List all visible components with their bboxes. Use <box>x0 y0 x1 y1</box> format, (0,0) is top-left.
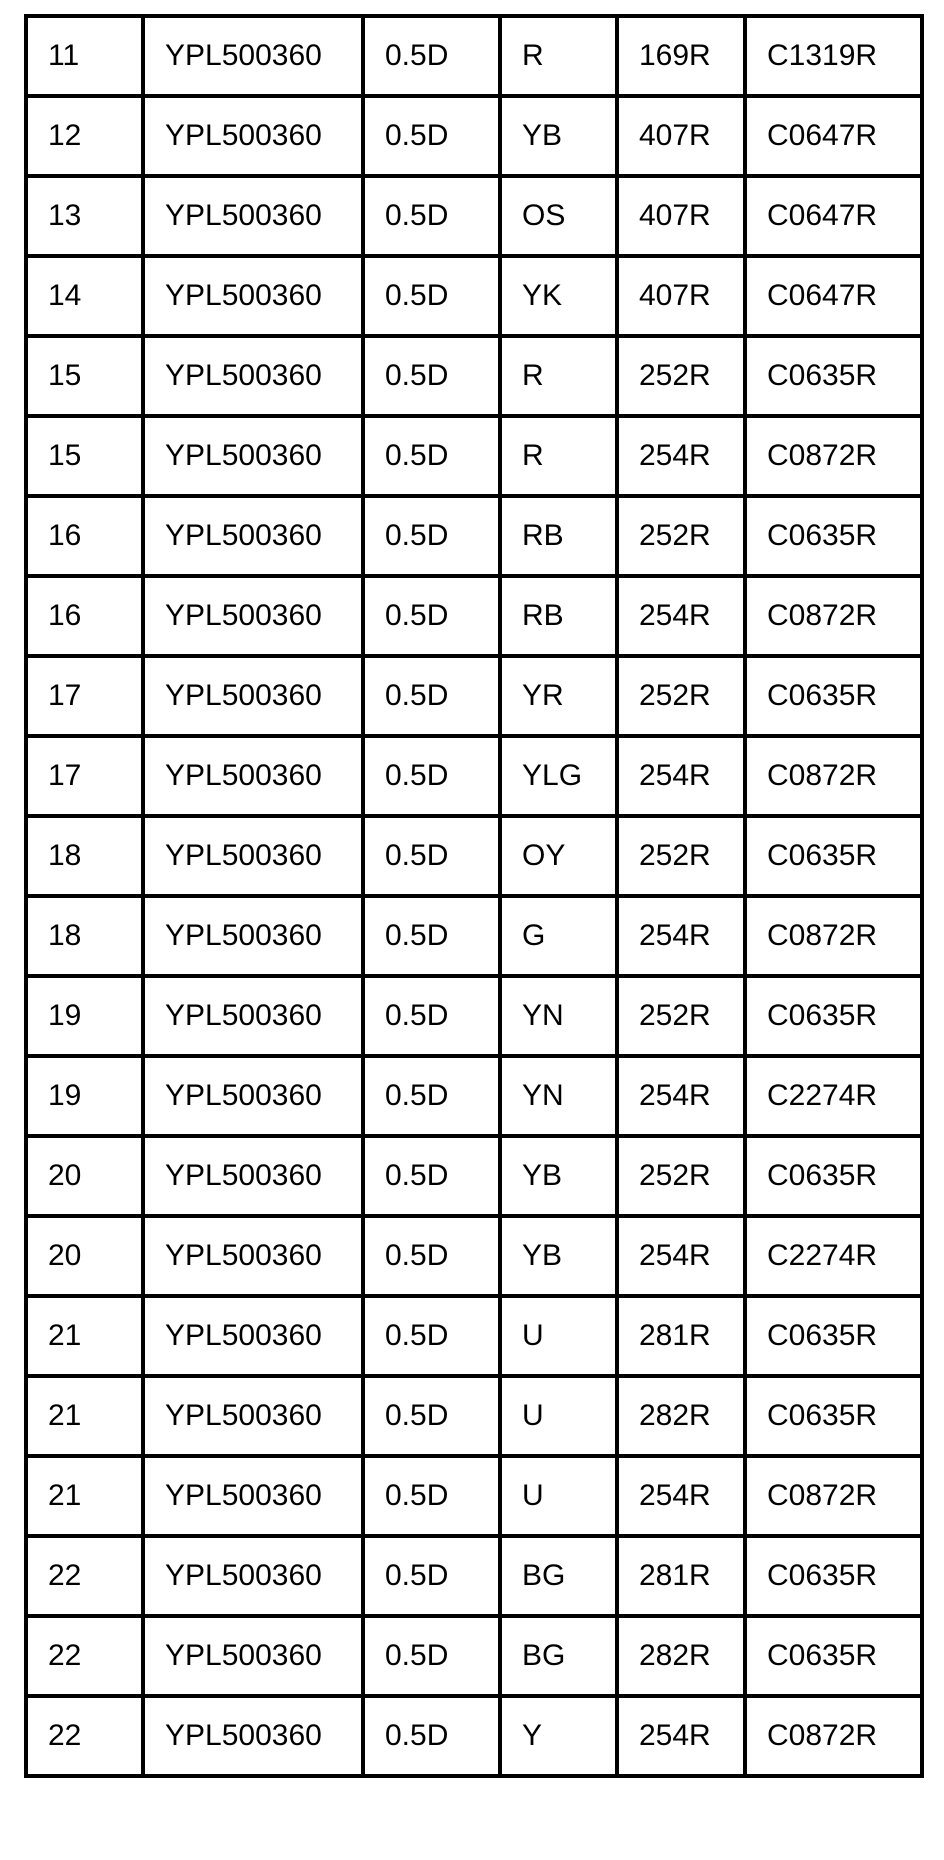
connector-code-cell: C0872R <box>745 416 922 496</box>
color-code-cell: R <box>500 416 617 496</box>
ref-code-cell: 252R <box>617 496 745 576</box>
ref-code-cell: 252R <box>617 816 745 896</box>
table-row <box>26 976 922 1056</box>
size-cell: 0.5D <box>363 256 500 336</box>
part-number-cell: YPL500360 <box>143 1536 363 1616</box>
table-row <box>26 1696 922 1776</box>
color-code-cell: YN <box>500 1056 617 1136</box>
connector-code-cell: C0647R <box>745 96 922 176</box>
size-cell: 0.5D <box>363 1056 500 1136</box>
part-number-cell: YPL500360 <box>143 736 363 816</box>
part-number-cell: YPL500360 <box>143 1216 363 1296</box>
color-code-cell: YK <box>500 256 617 336</box>
size-cell: 0.5D <box>363 176 500 256</box>
row-number-cell: 11 <box>26 16 143 96</box>
size-cell: 0.5D <box>363 1456 500 1536</box>
part-number-cell: YPL500360 <box>143 1056 363 1136</box>
color-code-cell: RB <box>500 576 617 656</box>
size-cell: 0.5D <box>363 416 500 496</box>
part-number-cell: YPL500360 <box>143 1456 363 1536</box>
color-code-cell: YB <box>500 96 617 176</box>
ref-code-cell: 252R <box>617 336 745 416</box>
table-row <box>26 656 922 736</box>
row-number-cell: 21 <box>26 1456 143 1536</box>
table-row <box>26 816 922 896</box>
row-number-cell: 16 <box>26 496 143 576</box>
ref-code-cell: 281R <box>617 1536 745 1616</box>
row-number-cell: 22 <box>26 1696 143 1776</box>
connector-code-cell: C0872R <box>745 1696 922 1776</box>
ref-code-cell: 254R <box>617 1696 745 1776</box>
connector-code-cell: C2274R <box>745 1056 922 1136</box>
connector-code-cell: C0635R <box>745 336 922 416</box>
size-cell: 0.5D <box>363 1216 500 1296</box>
connector-code-cell: C0635R <box>745 1296 922 1376</box>
part-number-cell: YPL500360 <box>143 176 363 256</box>
color-code-cell: OS <box>500 176 617 256</box>
table-row <box>26 496 922 576</box>
part-number-cell: YPL500360 <box>143 976 363 1056</box>
row-number-cell: 15 <box>26 416 143 496</box>
table-row <box>26 1296 922 1376</box>
part-number-cell: YPL500360 <box>143 816 363 896</box>
part-number-cell: YPL500360 <box>143 1696 363 1776</box>
ref-code-cell: 169R <box>617 16 745 96</box>
table-row <box>26 896 922 976</box>
part-number-cell: YPL500360 <box>143 256 363 336</box>
size-cell: 0.5D <box>363 1136 500 1216</box>
connector-code-cell: C0635R <box>745 496 922 576</box>
color-code-cell: YLG <box>500 736 617 816</box>
part-number-cell: YPL500360 <box>143 496 363 576</box>
row-number-cell: 18 <box>26 816 143 896</box>
row-number-cell: 12 <box>26 96 143 176</box>
row-number-cell: 22 <box>26 1616 143 1696</box>
row-number-cell: 20 <box>26 1136 143 1216</box>
color-code-cell: R <box>500 16 617 96</box>
ref-code-cell: 252R <box>617 656 745 736</box>
size-cell: 0.5D <box>363 1376 500 1456</box>
size-cell: 0.5D <box>363 1536 500 1616</box>
row-number-cell: 14 <box>26 256 143 336</box>
table-row <box>26 1536 922 1616</box>
table-row <box>26 96 922 176</box>
size-cell: 0.5D <box>363 96 500 176</box>
row-number-cell: 22 <box>26 1536 143 1616</box>
table-row <box>26 336 922 416</box>
connector-code-cell: C0872R <box>745 736 922 816</box>
ref-code-cell: 254R <box>617 1056 745 1136</box>
table-row <box>26 1136 922 1216</box>
part-number-cell: YPL500360 <box>143 896 363 976</box>
color-code-cell: G <box>500 896 617 976</box>
connector-code-cell: C0635R <box>745 1536 922 1616</box>
ref-code-cell: 407R <box>617 96 745 176</box>
ref-code-cell: 282R <box>617 1376 745 1456</box>
size-cell: 0.5D <box>363 336 500 416</box>
size-cell: 0.5D <box>363 496 500 576</box>
color-code-cell: BG <box>500 1616 617 1696</box>
ref-code-cell: 254R <box>617 1216 745 1296</box>
data-table-container <box>24 14 920 1778</box>
connector-code-cell: C0635R <box>745 1616 922 1696</box>
color-code-cell: U <box>500 1456 617 1536</box>
size-cell: 0.5D <box>363 656 500 736</box>
table-row <box>26 1056 922 1136</box>
table-body <box>26 16 922 1776</box>
ref-code-cell: 282R <box>617 1616 745 1696</box>
part-number-cell: YPL500360 <box>143 576 363 656</box>
connector-code-cell: C0635R <box>745 976 922 1056</box>
table-row <box>26 576 922 656</box>
table-row <box>26 1616 922 1696</box>
connector-code-cell: C0635R <box>745 656 922 736</box>
connector-code-cell: C0872R <box>745 576 922 656</box>
connector-code-cell: C0635R <box>745 1136 922 1216</box>
row-number-cell: 15 <box>26 336 143 416</box>
color-code-cell: YN <box>500 976 617 1056</box>
data-table <box>24 14 924 1778</box>
ref-code-cell: 254R <box>617 736 745 816</box>
table-row <box>26 1216 922 1296</box>
size-cell: 0.5D <box>363 896 500 976</box>
ref-code-cell: 254R <box>617 576 745 656</box>
size-cell: 0.5D <box>363 976 500 1056</box>
ref-code-cell: 252R <box>617 976 745 1056</box>
connector-code-cell: C0872R <box>745 1456 922 1536</box>
part-number-cell: YPL500360 <box>143 416 363 496</box>
color-code-cell: YR <box>500 656 617 736</box>
size-cell: 0.5D <box>363 1616 500 1696</box>
part-number-cell: YPL500360 <box>143 336 363 416</box>
connector-code-cell: C0635R <box>745 816 922 896</box>
table-row <box>26 176 922 256</box>
row-number-cell: 20 <box>26 1216 143 1296</box>
connector-code-cell: C0635R <box>745 1376 922 1456</box>
part-number-cell: YPL500360 <box>143 96 363 176</box>
color-code-cell: RB <box>500 496 617 576</box>
row-number-cell: 16 <box>26 576 143 656</box>
part-number-cell: YPL500360 <box>143 1296 363 1376</box>
row-number-cell: 21 <box>26 1376 143 1456</box>
color-code-cell: Y <box>500 1696 617 1776</box>
table-row <box>26 1376 922 1456</box>
size-cell: 0.5D <box>363 816 500 896</box>
part-number-cell: YPL500360 <box>143 656 363 736</box>
row-number-cell: 19 <box>26 976 143 1056</box>
part-number-cell: YPL500360 <box>143 16 363 96</box>
ref-code-cell: 281R <box>617 1296 745 1376</box>
size-cell: 0.5D <box>363 736 500 816</box>
color-code-cell: YB <box>500 1216 617 1296</box>
part-number-cell: YPL500360 <box>143 1376 363 1456</box>
row-number-cell: 21 <box>26 1296 143 1376</box>
row-number-cell: 17 <box>26 656 143 736</box>
ref-code-cell: 407R <box>617 256 745 336</box>
connector-code-cell: C0647R <box>745 256 922 336</box>
color-code-cell: U <box>500 1376 617 1456</box>
size-cell: 0.5D <box>363 576 500 656</box>
color-code-cell: YB <box>500 1136 617 1216</box>
table-row <box>26 736 922 816</box>
size-cell: 0.5D <box>363 16 500 96</box>
size-cell: 0.5D <box>363 1696 500 1776</box>
table-row <box>26 1456 922 1536</box>
ref-code-cell: 252R <box>617 1136 745 1216</box>
table-row <box>26 16 922 96</box>
connector-code-cell: C0872R <box>745 896 922 976</box>
ref-code-cell: 254R <box>617 896 745 976</box>
connector-code-cell: C2274R <box>745 1216 922 1296</box>
ref-code-cell: 254R <box>617 416 745 496</box>
ref-code-cell: 254R <box>617 1456 745 1536</box>
connector-code-cell: C0647R <box>745 176 922 256</box>
part-number-cell: YPL500360 <box>143 1136 363 1216</box>
color-code-cell: R <box>500 336 617 416</box>
row-number-cell: 19 <box>26 1056 143 1136</box>
connector-code-cell: C1319R <box>745 16 922 96</box>
row-number-cell: 18 <box>26 896 143 976</box>
row-number-cell: 13 <box>26 176 143 256</box>
part-number-cell: YPL500360 <box>143 1616 363 1696</box>
size-cell: 0.5D <box>363 1296 500 1376</box>
table-row <box>26 416 922 496</box>
table-row <box>26 256 922 336</box>
color-code-cell: BG <box>500 1536 617 1616</box>
ref-code-cell: 407R <box>617 176 745 256</box>
color-code-cell: OY <box>500 816 617 896</box>
row-number-cell: 17 <box>26 736 143 816</box>
color-code-cell: U <box>500 1296 617 1376</box>
